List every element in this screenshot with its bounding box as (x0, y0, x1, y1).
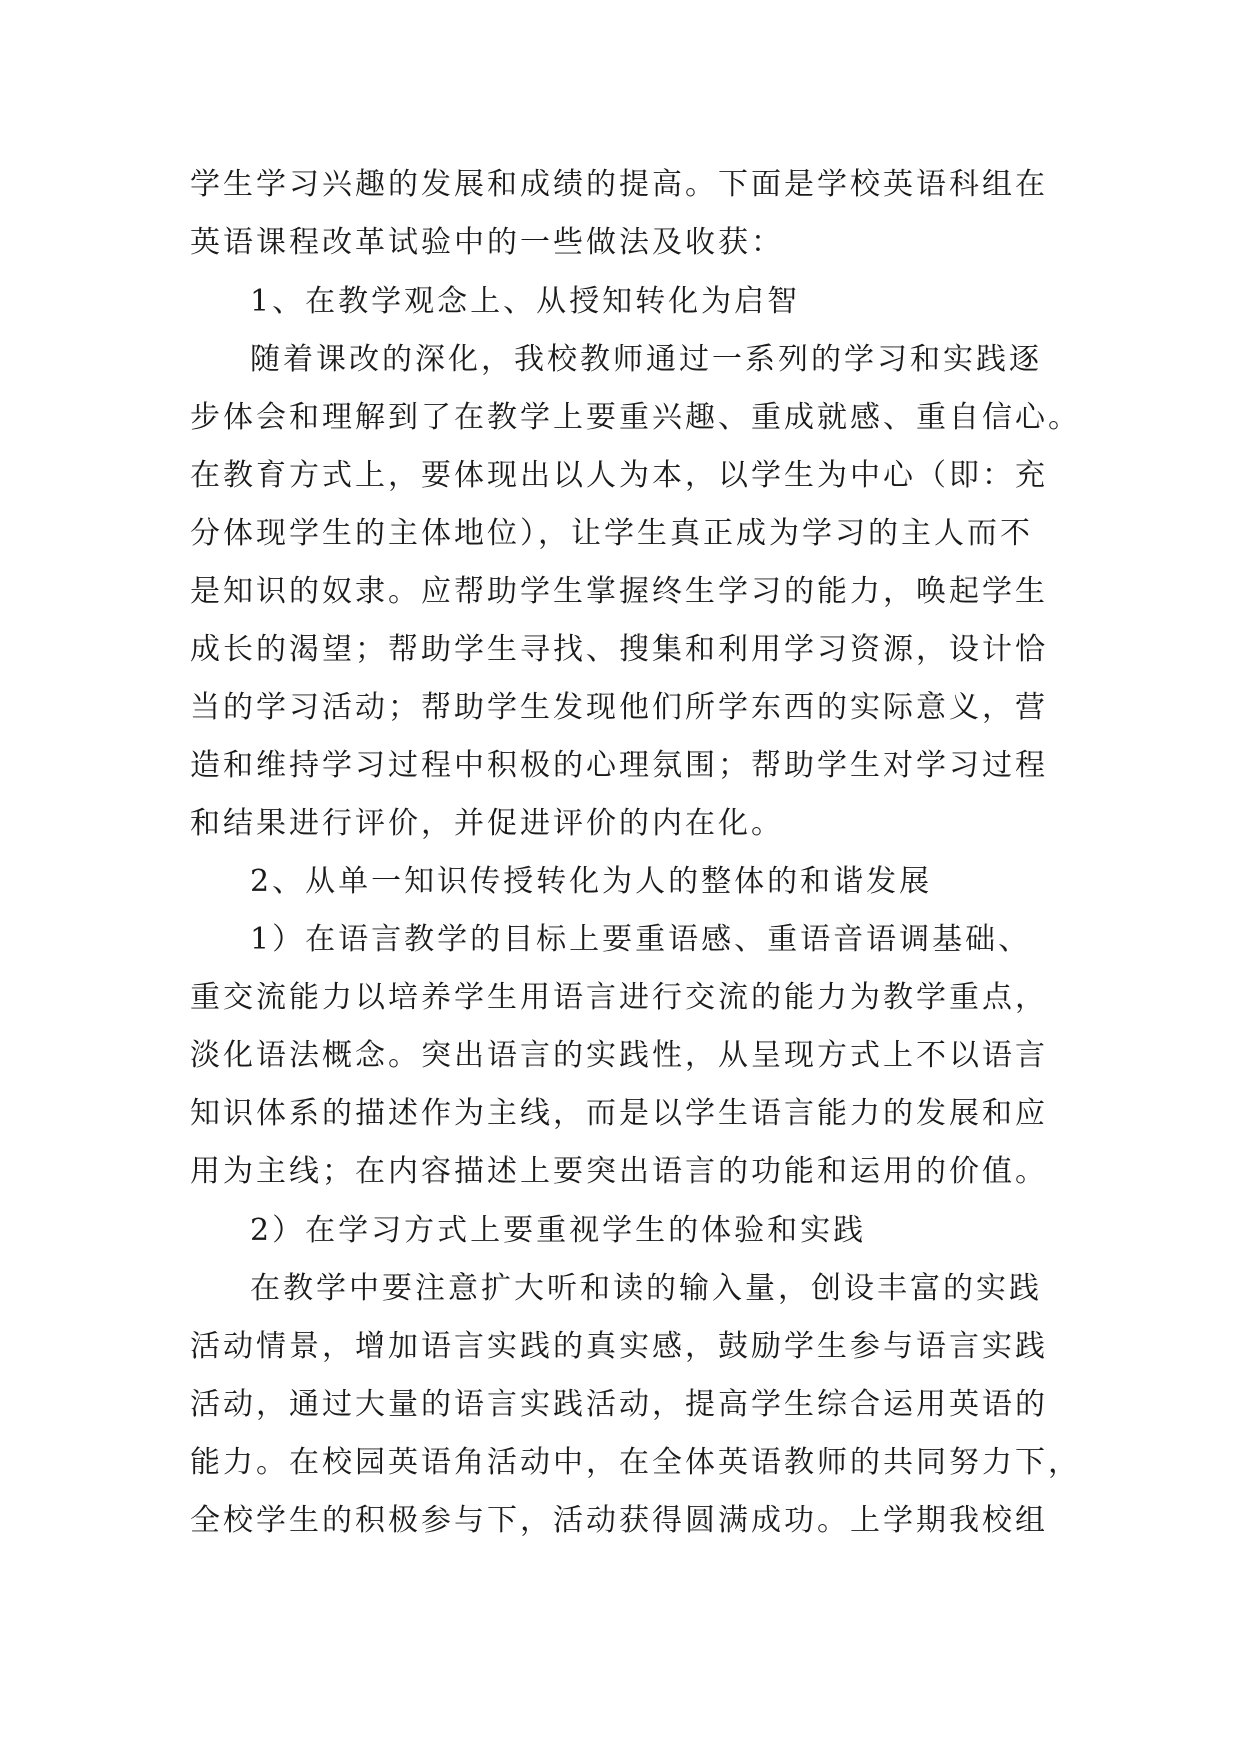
text-line: 随着课改的深化，我校教师通过一系列的学习和实践逐 (250, 342, 1042, 377)
subsection-heading: 1）在语言教学的目标上要重语感、重语音语调基础、 (250, 922, 1032, 957)
text-line: 知识体系的描述作为主线，而是以学生语言能力的发展和应 (190, 1096, 1048, 1131)
text-line: 全校学生的积极参与下，活动获得圆满成功。上学期我校组 (190, 1503, 1048, 1538)
text-line: 是知识的奴隶。应帮助学生掌握终生学习的能力，唤起学生 (190, 574, 1048, 609)
text-line: 当的学习活动；帮助学生发现他们所学东西的实际意义，营 (190, 690, 1048, 725)
text-line: 活动，通过大量的语言实践活动，提高学生综合运用英语的 (190, 1387, 1048, 1422)
section-heading: 2、从单一知识传授转化为人的整体的和谐发展 (250, 864, 933, 899)
text-line: 和结果进行评价，并促进评价的内在化。 (190, 806, 784, 841)
text-line: 活动情景，增加语言实践的真实感，鼓励学生参与语言实践 (190, 1329, 1048, 1364)
text-line: 成长的渴望；帮助学生寻找、搜集和利用学习资源，设计恰 (190, 632, 1048, 667)
text-line: 造和维持学习过程中积极的心理氛围；帮助学生对学习过程 (190, 748, 1048, 783)
text-line: 在教学中要注意扩大听和读的输入量，创设丰富的实践 (250, 1271, 1042, 1306)
text-line: 能力。在校园英语角活动中，在全体英语教师的共同努力下， (190, 1445, 1081, 1480)
subsection-heading: 2）在学习方式上要重视学生的体验和实践 (250, 1213, 867, 1248)
text-line: 淡化语法概念。突出语言的实践性，从呈现方式上不以语言 (190, 1038, 1048, 1073)
text-line: 分体现学生的主体地位），让学生真正成为学习的主人而不 (190, 516, 1033, 551)
text-line: 学生学习兴趣的发展和成绩的提高。下面是学校英语科组在 (190, 167, 1048, 202)
text-line: 步体会和理解到了在教学上要重兴趣、重成就感、重自信心。 (190, 400, 1081, 435)
section-heading: 1、在教学观念上、从授知转化为启智 (250, 284, 801, 319)
text-line: 用为主线；在内容描述上要突出语言的功能和运用的价值。 (190, 1154, 1048, 1189)
text-line: 英语课程改革试验中的一些做法及收获： (190, 225, 784, 260)
text-line: 重交流能力以培养学生用语言进行交流的能力为教学重点， (190, 980, 1048, 1015)
text-line: 在教育方式上，要体现出以人为本，以学生为中心（即：充 (190, 458, 1048, 493)
